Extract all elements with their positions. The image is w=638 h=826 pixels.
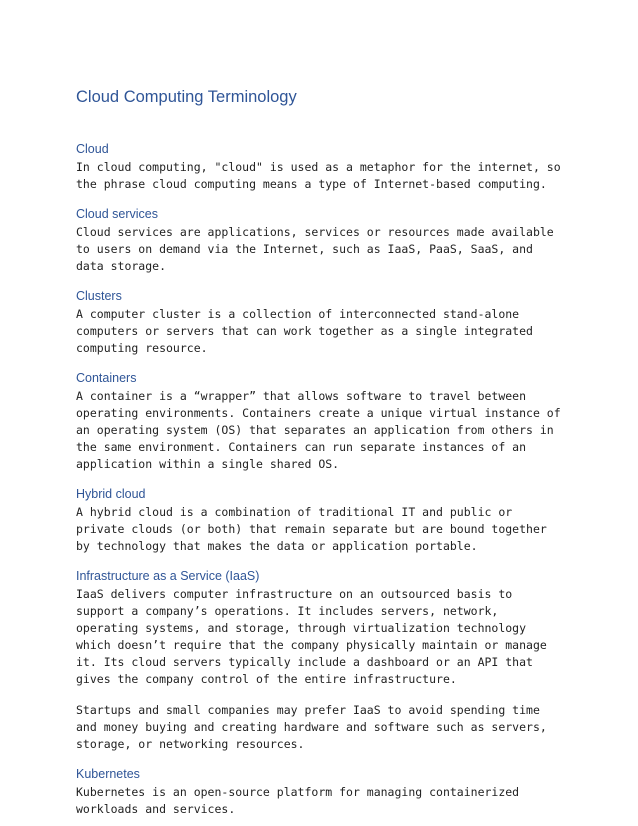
document-title: Cloud Computing Terminology: [76, 88, 297, 106]
section-heading: Hybrid cloud: [76, 487, 146, 501]
section-heading: Cloud services: [76, 207, 158, 221]
section-cloud: [76, 141, 608, 193]
section-cloud-services: [76, 206, 608, 275]
section-paragraph: IaaS delivers computer infrastructure on an outsourced basis to support a company’s operations. It includes servers, network, operating systems, and storage, through virtualization technology which doesn’t require that the company physically maintain or manage it. Its cloud servers typically include a dashboard or an API that gives the company control of the entire infrastructure.: [76, 587, 547, 686]
section-paragraph: Kubernetes is an open-source platform for managing containerized workloads and services.: [76, 785, 520, 816]
section-containers: [76, 370, 608, 473]
section-clusters: [76, 288, 608, 357]
section-paragraph: In cloud computing, "cloud" is used as a metaphor for the internet, so the phrase cloud computing means a type of Internet-based computing.: [76, 160, 561, 191]
section-paragraph: A computer cluster is a collection of interconnected stand-alone computers or servers that can work together as a single integrated computing resource.: [76, 307, 533, 355]
section-heading: Clusters: [76, 289, 122, 303]
section-iaas: [76, 568, 608, 753]
section-heading: Infrastructure as a Service (IaaS): [76, 569, 260, 583]
section-paragraph: A container is a “wrapper” that allows software to travel between operating environments. Containers create a unique virtual instance of an operating system (OS) that separates an application from others in the same environment. Containers can run separate instances of an application within a single shared OS.: [76, 389, 561, 471]
section-heading: Cloud: [76, 142, 109, 156]
section-paragraph: Startups and small companies may prefer IaaS to avoid spending time and money buying and creating hardware and software such as servers, storage, or networking resources.: [76, 703, 547, 751]
section-heading: Kubernetes: [76, 767, 140, 781]
section-paragraph: A hybrid cloud is a combination of traditional IT and public or private clouds (or both) that remain separate but are bound together by technology that makes the data or application portable.: [76, 505, 547, 553]
section-paragraph: Cloud services are applications, services or resources made available to users on demand via the Internet, such as IaaS, PaaS, SaaS, and data storage.: [76, 225, 554, 273]
section-hybrid-cloud: [76, 486, 608, 555]
section-heading: Containers: [76, 371, 137, 385]
section-kubernetes: [76, 766, 608, 818]
